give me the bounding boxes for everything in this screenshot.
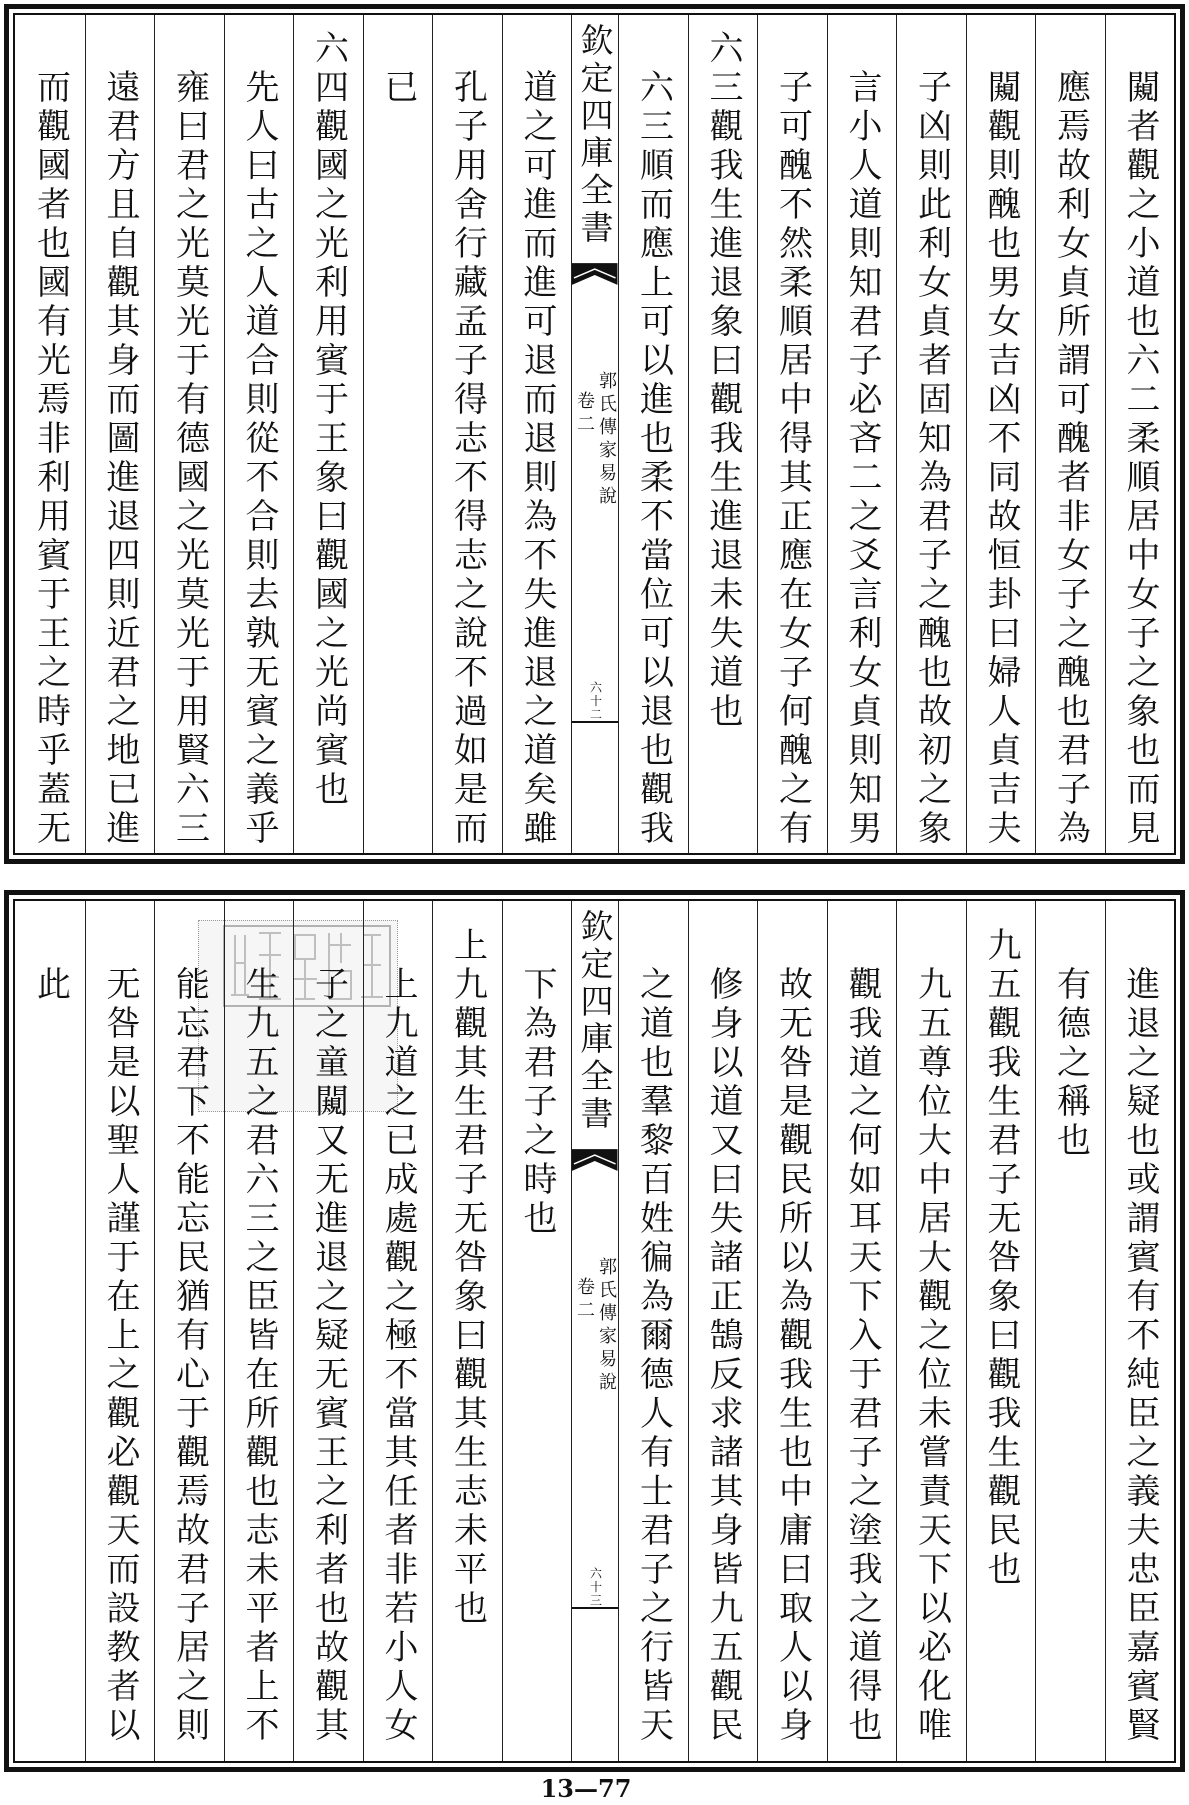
classic-text-column: 上九觀其生君子无咎象曰觀其生志未平也 bbox=[432, 901, 502, 1761]
commentary-column: 之道也羣黎百姓徧為爾德人有士君子之行皆天 bbox=[618, 901, 688, 1761]
commentary-column: 而觀國者也國有光焉非利用賓于王之時乎蓋无 bbox=[30, 69, 71, 849]
commentary-column: 雍曰君之光莫光于有德國之光莫光于用賢六三 bbox=[154, 15, 224, 853]
commentary-column: 進退之疑也或謂賓有不純臣之義夫忠臣嘉賓賢 bbox=[1105, 901, 1175, 1761]
classic-text-column: 六四觀國之光利用賓于王象曰觀國之光尚賓也 bbox=[293, 15, 363, 853]
commentary-column: 九五尊位大中居大觀之位未嘗責天下以必化唯 bbox=[896, 901, 966, 1761]
commentary-column: 此 bbox=[30, 966, 71, 1005]
commentary-column: 觀我道之何如耳天下入于君子之塗我之道得也 bbox=[827, 901, 897, 1761]
commentary-column: 六三順而應上可以進也柔不當位可以退也觀我 bbox=[618, 15, 688, 853]
commentary-column: 故无咎是觀民所以為觀我生也中庸曰取人以身 bbox=[757, 901, 827, 1761]
commentary-column: 應焉故利女貞所謂可醜者非女子之醜也君子為 bbox=[1035, 15, 1105, 853]
folio-number: 六十二 bbox=[588, 681, 603, 722]
classic-text-column: 九五觀我生君子无咎象曰觀我生觀民也 bbox=[966, 901, 1036, 1761]
commentary-column: 已 bbox=[363, 15, 433, 853]
collection-title: 欽定四庫全書 bbox=[575, 909, 615, 1134]
commentary-column: 生九五之君六三之臣皆在所觀也志未平者上不 bbox=[224, 901, 294, 1761]
commentary-column: 子可醜不然柔順居中得其正應在女子何醜之有 bbox=[757, 15, 827, 853]
volume-label: 卷二 bbox=[574, 391, 595, 437]
center-margin bbox=[571, 901, 618, 1761]
center-margin bbox=[571, 15, 618, 853]
volume-label: 卷二 bbox=[574, 1277, 595, 1323]
book-title: 郭氏傳家易說 bbox=[596, 371, 617, 509]
fishtail-ornament bbox=[572, 1147, 618, 1175]
commentary-column: 言小人道則知君子必吝二之爻言利女貞則知男 bbox=[827, 15, 897, 853]
folio-rule bbox=[572, 1607, 618, 1609]
commentary-column: 道之可進而進可退而退則為不失進退之道矣雖 bbox=[502, 15, 572, 853]
commentary-column: 子凶則此利女貞者固知為君子之醜也故初之象 bbox=[896, 15, 966, 853]
classic-text-column: 六三觀我生進退象曰觀我生進退未失道也 bbox=[688, 15, 758, 853]
commentary-column: 孔子用舍行藏孟子得志不得志之說不過如是而 bbox=[432, 15, 502, 853]
page-frame bbox=[13, 13, 1176, 855]
commentary-column: 有德之稱也 bbox=[1035, 901, 1105, 1761]
commentary-column: 修身以道又曰失諸正鵠反求諸其身皆九五觀民 bbox=[688, 901, 758, 1761]
fishtail-ornament bbox=[572, 261, 618, 289]
commentary-column: 闚觀則醜也男女吉凶不同故恒卦曰婦人貞吉夫 bbox=[966, 15, 1036, 853]
page-panel-lower bbox=[4, 890, 1185, 1772]
page-panel-upper bbox=[4, 4, 1185, 864]
folio-rule bbox=[572, 721, 618, 723]
commentary-column: 能忘君下不能忘民猶有心于觀焉故君子居之則 bbox=[154, 901, 224, 1761]
page-footer-number: 13—77 bbox=[540, 1774, 632, 1803]
commentary-column: 闚者觀之小道也六二柔順居中女子之象也而見 bbox=[1105, 15, 1175, 853]
commentary-column: 子之童闚又无進退之疑无賓王之利者也故觀其 bbox=[293, 901, 363, 1761]
commentary-column: 先人曰古之人道合則從不合則去孰无賓之義乎 bbox=[224, 15, 294, 853]
commentary-column: 上九道之已成處觀之極不當其任者非若小人女 bbox=[363, 901, 433, 1761]
commentary-column: 下為君子之時也 bbox=[502, 901, 572, 1761]
commentary-column: 无咎是以聖人謹于在上之觀必觀天而設教者以 bbox=[85, 901, 155, 1761]
book-title: 郭氏傳家易說 bbox=[596, 1257, 617, 1395]
commentary-column: 遠君方且自觀其身而圖進退四則近君之地已進 bbox=[85, 15, 155, 853]
page-frame bbox=[13, 899, 1176, 1763]
folio-number: 六十三 bbox=[588, 1567, 603, 1608]
collection-title: 欽定四庫全書 bbox=[575, 23, 615, 248]
